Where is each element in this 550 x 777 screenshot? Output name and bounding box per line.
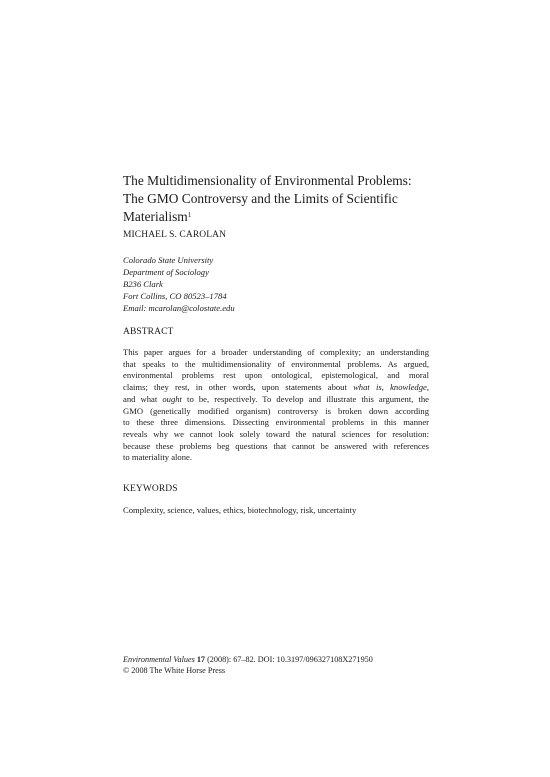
abstract-line-8: reveals why we cannot look solely toward the natural sciences for resolution: — [123, 428, 429, 439]
keywords-heading: KEYWORDS — [123, 484, 178, 494]
abstract-line-3: environmental problems rest upon ontological, epistemological, and moral — [123, 370, 429, 381]
abstract-line-10: to materiality alone. — [123, 452, 192, 463]
abstract-emph-ought: ought — [162, 393, 182, 404]
affiliation-email[interactable]: Email: mcarolan@colostate.edu — [123, 302, 235, 313]
title-line-3-text: Materialism — [123, 208, 188, 224]
abstract-emph-what-is: what is — [353, 382, 382, 393]
abstract-line-5-a: and what — [123, 393, 163, 404]
author-affiliation — [123, 255, 235, 315]
affiliation-room: B236 Clark — [123, 278, 163, 289]
affiliation-city: Fort Collins, CO 80523–1784 — [123, 290, 227, 301]
abstract-line-4-c: , — [381, 382, 391, 393]
author-name: MICHAEL S. CAROLAN — [123, 230, 227, 240]
abstract-line-4-a: claims; they rest, in other words, upon statements about — [123, 382, 354, 393]
abstract-line-5 — [123, 394, 429, 406]
citation-details: (2008): 67–82. DOI: 10.3197/096327108X271950 — [205, 655, 373, 664]
abstract-line-1: This paper argues for a broader understanding of complexity; an understanding — [123, 347, 429, 357]
journal-volume: 17 — [196, 655, 206, 664]
abstract-line-9: because these problems beg questions that cannot be answered with references — [123, 440, 429, 451]
affiliation-university: Colorado State University — [123, 255, 214, 265]
abstract-line-7: to these three dimensions. Dissecting environmental problems in this manner — [123, 417, 429, 428]
abstract-line-2: that speaks to the multidimensionality of environmental problems. As argued, — [123, 358, 429, 369]
abstract-heading: ABSTRACT — [123, 327, 174, 337]
abstract-line-4-e: , — [426, 382, 430, 393]
citation-line — [123, 654, 373, 665]
citation-footer — [123, 654, 373, 677]
abstract-line-6: GMO (genetically modified organism) controversy is broken down according — [123, 405, 429, 416]
title-line-2: The GMO Controversy and the Limits of Scientific — [123, 190, 398, 206]
abstract-line-4 — [123, 382, 429, 394]
keywords-list: Complexity, science, values, ethics, biotechnology, risk, uncertainty — [123, 505, 357, 515]
affiliation-department: Department of Sociology — [123, 266, 209, 277]
abstract-body — [123, 347, 429, 464]
journal-name: Environmental Values — [123, 655, 195, 664]
abstract-line-5-c: to be, respectively. To develop and illustrate this argument, the — [181, 393, 429, 404]
paper-title — [123, 172, 443, 226]
copyright-line: © 2008 The White Horse Press — [123, 666, 226, 676]
title-line-1: The Multidimensionality of Environmental Problems: — [123, 172, 412, 188]
title-line-3 — [123, 208, 443, 226]
abstract-emph-knowledge: knowledge — [390, 382, 427, 393]
title-footnote-mark[interactable]: 1 — [187, 210, 192, 219]
